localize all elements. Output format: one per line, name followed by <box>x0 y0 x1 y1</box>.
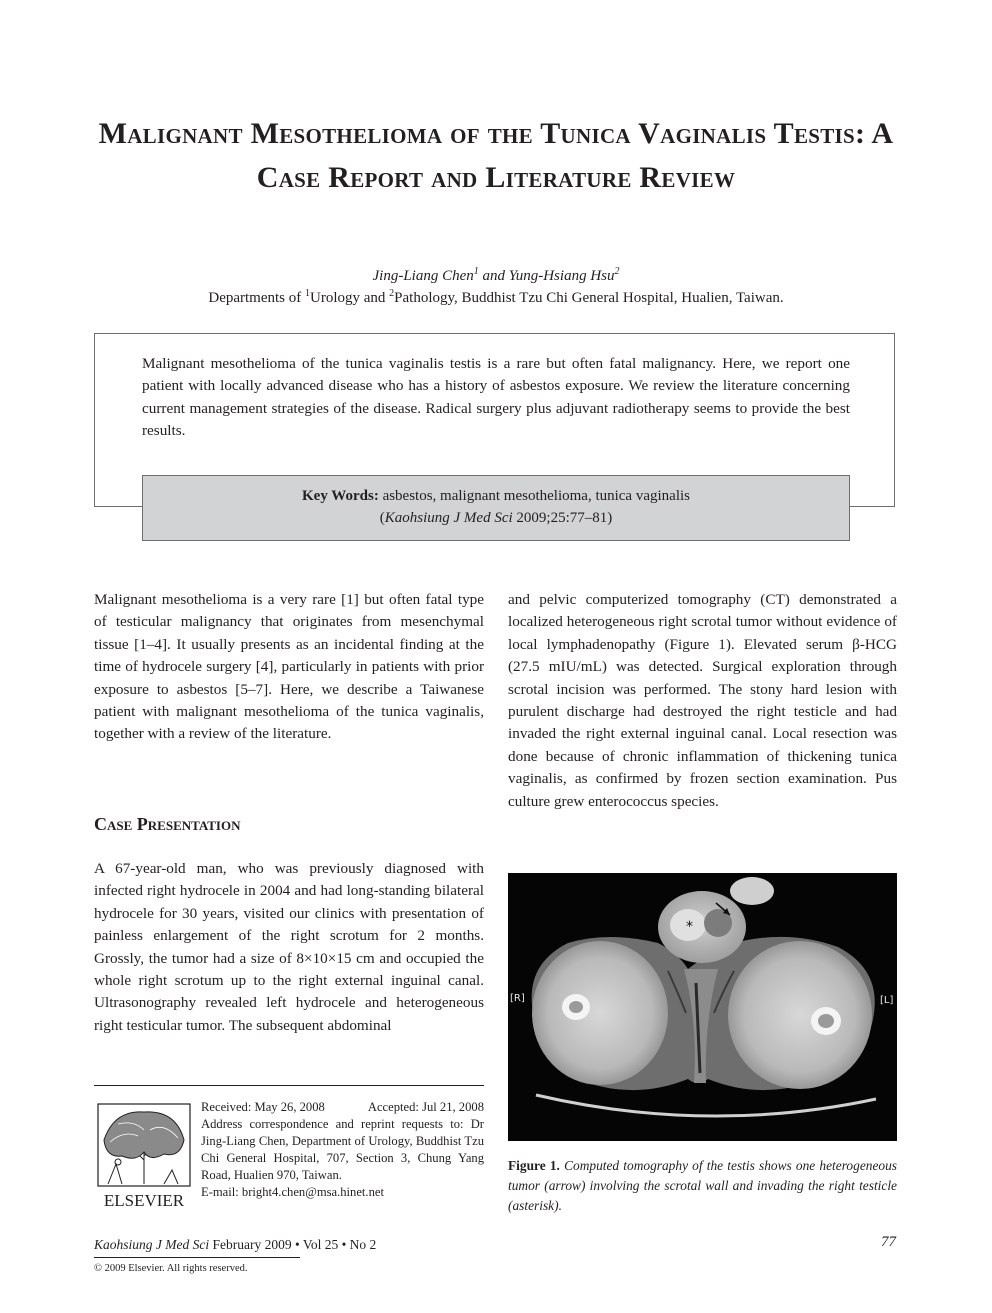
correspondence-email: E-mail: bright4.chen@msa.hinet.net <box>201 1185 384 1199</box>
footnote <box>201 1099 484 1201</box>
right-side-marker: [R] <box>510 993 525 1004</box>
affiliation-text: Pathology, Buddhist Tzu Chi General Hospital, Hualien, Taiwan. <box>394 290 784 306</box>
correspondence-address: Address correspondence and reprint requests to: Dr Jing-Liang Chen, Department of Urology, Buddhist Tzu Chi General Hospital, 707, Section 3, Chung Yang Road, Hualien 970, Taiwan. <box>201 1117 484 1182</box>
copyright-notice: © 2009 Elsevier. All rights reserved. <box>94 1263 248 1274</box>
footnote-rule <box>94 1085 484 1086</box>
abstract-text: Malignant mesothelioma of the tunica vaginalis testis is a rare but often fatal malignancy. Here, we report one patient with locally advanced disease who has a history of asbestos exposure. We review the literature concerning current management strategies of the disease. Radical surgery plus adjuvant radiotherapy seems to provide the best results. <box>142 355 850 439</box>
author-name: Yung-Hsiang Hsu <box>508 268 615 284</box>
author-conjunction: and <box>478 268 509 284</box>
publisher-name: ELSEVIER <box>103 1191 185 1210</box>
affiliation-line <box>96 288 896 308</box>
received-date: Received: May 26, 2008 <box>201 1100 325 1114</box>
elsevier-tree-logo <box>94 1100 194 1210</box>
keywords-label: Key Words: <box>302 488 379 504</box>
citation-paren: ( <box>379 510 385 526</box>
citation-volume: 2009;25:77–81) <box>512 510 613 526</box>
citation-line <box>143 507 849 529</box>
figure-caption-text: Computed tomography of the testis shows one heterogeneous tumor (arrow) involving the scrotal wall and invading the right testicle (asterisk). <box>508 1158 898 1213</box>
footer-issue: February 2009 • Vol 25 • No 2 <box>209 1237 377 1252</box>
affiliation-text: Urology and <box>310 290 390 306</box>
author-line <box>96 266 896 286</box>
keywords-list: asbestos, malignant mesothelioma, tunica vaginalis <box>378 488 690 504</box>
keywords-box <box>142 475 850 541</box>
affiliation-marker: 1 <box>473 266 479 277</box>
case-paragraph-continued: and pelvic computerized tomography (CT) demonstrated a localized heterogeneous right scrotal tumor without evidence of local lymphadenopathy (Figure 1). Elevated serum β-HCG (27.5 mIU/mL) was detected. Surgical exploration through scrotal incision was performed. The stony hard lesion with purulent discharge had destroyed the right testicle and had invaded the right external inguinal canal. Local resection was done because of chronic inflammation of thickening tunica vaginalis, as confirmed by frozen section examination. Pus culture grew enterococcus species. <box>508 591 897 810</box>
asterisk-marker: * <box>686 919 693 935</box>
footer-rule <box>94 1257 300 1258</box>
affiliation-marker: 2 <box>614 266 620 277</box>
affiliation-marker: 1 <box>305 288 311 299</box>
running-footer <box>94 1236 376 1254</box>
affiliation-text: Departments of <box>208 290 306 306</box>
accepted-date: Accepted: Jul 21, 2008 <box>367 1100 484 1114</box>
ct-scan-image <box>508 873 897 1141</box>
case-paragraph: A 67-year-old man, who was previously diagnosed with infected right hydrocele in 2004 and had long-standing bilateral hydrocele for 30 years, visited our clinics with presentation of painless enlargement of the right scrotum for 2 months. Grossly, the tumor had a size of 8×10×15 cm and occupied the whole right scrotum up to the right external inguinal canal. Ultrasonography revealed left hydrocele and heterogeneous right testicular tumor. The subsequent abdominal <box>94 860 484 1034</box>
keywords-line <box>143 485 849 507</box>
footnote-dates <box>201 1099 484 1116</box>
page-number: 77 <box>881 1234 896 1250</box>
figure-caption <box>508 1156 897 1216</box>
article-title: Malignant Mesothelioma of the Tunica Vaginalis Testis: A Case Report and Literature Review <box>98 117 894 194</box>
figure-label: Figure 1. <box>508 1158 560 1173</box>
intro-paragraph: Malignant mesothelioma is a very rare [1] but often fatal type of testicular malignancy that originates from mesenchymal tissue [1–4]. It usually presents as an incidental finding at the time of hydrocele surgery [4], particularly in patients with prior exposure to asbestos [5–7]. Here, we describe a Taiwanese patient with malignant mesothelioma of the tunica vaginalis, together with a review of the literature. <box>94 591 484 743</box>
author-name: Jing-Liang Chen <box>372 268 474 284</box>
left-side-marker: [L] <box>880 995 894 1006</box>
section-heading: Case Presentation <box>94 814 241 834</box>
affiliation-marker: 2 <box>389 288 395 299</box>
footer-journal-name: Kaohsiung J Med Sci <box>94 1237 210 1252</box>
citation-journal: Kaohsiung J Med Sci <box>384 510 513 526</box>
